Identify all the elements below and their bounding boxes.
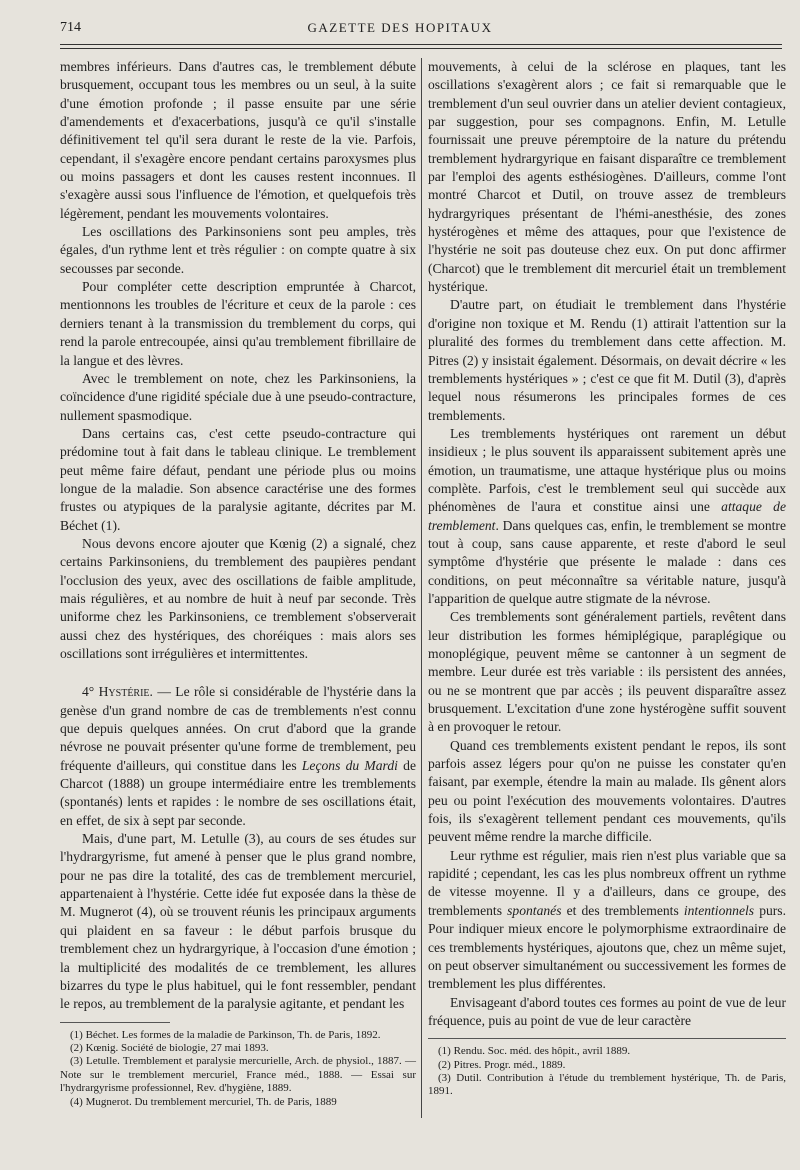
footnote: (2) Kœnig. Société de biologie, 27 mai 1893. bbox=[70, 1041, 269, 1054]
paragraph: Les tremblements hystériques ont rarement un début insidieux ; le plus souvent ils apparaissent subitement après une émotion, un traumatisme, une attaque hystérique plus ou moins complète. Parfois, c'est le tremblement seul qui succède aux phénomènes de l'aura et constitue ainsi une attaque de tremblement. Dans quelques cas, enfin, le tremblement se montre tout à coup, sans cause apparente, et reste d'abord le seul symptôme d'hystérie que présente le malade : dans ces conditions, on peut méconnaître sa véritable nature, jusqu'à l'apparition de quelque autre stigmate de la névrose. bbox=[428, 425, 786, 606]
paragraph: Pour compléter cette description empruntée à Charcot, mentionnons les troubles de l'écriture et ceux de la parole : ces derniers tenant à la transmission du tremblement du corps, qui rend la parole entrecoupée, ainsi qu'au tremblement fibrillaire de la langue et des lèvres. bbox=[60, 279, 416, 368]
paragraph: membres inférieurs. Dans d'autres cas, le tremblement débute brusquement, occupant tous les membres ou un seul, à la suite d'une émotion profonde ; il passe ensuite par une série d'amendements et d'exacerbations, jusqu'à ce qu'il s'installe définitivement tel qu'il sera durant le reste de la vie. Parfois, cependant, il s'exagère encore pendant certains paroxysmes plus ou moins passagers et dont les causes restent inconnues. Il s'exagère aussi sous l'influence de l'émotion, et quelquefois très légèrement, pendant les mouvements volontaires. bbox=[60, 59, 416, 221]
paragraph: Avec le tremblement on note, chez les Parkinsoniens, la coïncidence d'une rigidité spéciale due à une pseudo-contracture, nullement spasmodique. bbox=[60, 370, 416, 423]
footnote: (4) Mugnerot. Du tremblement mercuriel, Th. de Paris, 1889 bbox=[70, 1095, 337, 1108]
footnote: (3) Dutil. Contribution à l'étude du tremblement hystérique, Th. de Paris, 1891. bbox=[428, 1072, 786, 1098]
footnote: (1) Rendu. Soc. méd. des hôpit., avril 1889. bbox=[438, 1045, 631, 1058]
paragraph: Ces tremblements sont généralement partiels, revêtent dans leur distribution les formes hémiplégique, paraplégique ou monoplégique, peuvent même se cantonner à un segment de membre. Leur durée est très variable : ils persistent des années, ou ne se montrent que par accès ; ils peuvent disparaître assez brusquement. L'excitation d'une zone hystérogène suffit souvent à en provoquer le retour. bbox=[428, 609, 786, 735]
right-column bbox=[428, 58, 786, 1099]
footnotes bbox=[60, 1029, 416, 1109]
paragraph: mouvements, à celui de la sclérose en plaques, tant les oscillations s'exagèrent alors ; ce fait si remarquable que le tremblement d'un seul ouvrier dans un atelier devient contagieux, par suggestion, pour ses compagnons. Enfin, M. Letulle fournissait une preuve péremptoire de la nature du prétendu tremblement hydrargyrique en faisant disparaître ce tremblement par l'emploi des agents esthésiogènes. D'ailleurs, comme l'ont montré Charcot et Dutil, on trouve assez de trembleurs hydrargyriques présentant de l'hémi-anesthésie, des zones hystérogènes et même des attaques, pour que l'existence de l'hystérie ne soit pas douteuse chez eux. On put donc affirmer (Charcot) que le tremblement dit mercuriel était un tremblement hystérique. bbox=[428, 59, 786, 295]
section-paragraph-hysteria: 4° Hystérie. — Le rôle si considérable de l'hystérie dans la genèse d'un grand nombre de cas de tremblements n'est connu que depuis quelques années. On crut d'abord que la grande névrose ne pouvait présenter qu'une forme de tremblement, peu fréquente d'ailleurs, qui constitue dans les Leçons du Mardi de Charcot (1888) un groupe intermédiaire entre les tremblements (spontanés) lents et rapides : le nombre de ses oscillations était, en effet, de six à sept par seconde. bbox=[60, 684, 416, 828]
paragraph: Dans certains cas, c'est cette pseudo-contracture qui prédomine tout à fait dans le tableau clinique. Le tremblement peut même faire défaut, pendant une période plus ou moins longue de la maladie. Son absence caractérise une des formes frustes ou atypiques de la paralysie agitante, décrites par M. Béchet (1). bbox=[60, 425, 416, 533]
paragraph: Quand ces tremblements existent pendant le repos, ils sont parfois assez légers pour qu'on ne puisse les constater qu'en faisant, par exemple, étendre la main au malade. Ils gênent alors peu ou point l'exécution des mouvements volontaires. D'autres fois, ils s'exagèrent tellement pendant ces mouvements, qu'ils peuvent même rendre la marche difficile. bbox=[428, 737, 786, 845]
paragraph: Envisageant d'abord toutes ces formes au point de vue de leur fréquence, puis au point de vue de leur caractère bbox=[428, 994, 786, 1028]
footnote: (2) Pitres. Progr. méd., 1889. bbox=[438, 1058, 566, 1071]
paragraph: Leur rythme est régulier, mais rien n'est plus variable que sa rapidité ; cependant, les cas les plus nombreux offrent un rythme de vitesse moyenne. Il y a d'ailleurs, dans ce groupe, des tremblements spontanés et des tremblements intentionnels purs. Pour indiquer mieux encore le polymorphisme extraordinaire de ces tremblements hystériques, ajoutons que, chez un même sujet, on peut observer simultanément ou successivement les formes de tremblement les plus différentes. bbox=[428, 847, 786, 992]
page-header bbox=[0, 20, 800, 44]
footnote-rule bbox=[60, 1022, 170, 1023]
header-rule bbox=[60, 44, 782, 45]
paragraph: D'autre part, on étudiait le tremblement dans l'hystérie d'origine non toxique et M. Rendu (1) attirait l'attention sur la pluralité des formes du tremblement dans cette affection. M. Pitres (2) y insistait également. Désormais, on devait décrire « les tremblements hystériques » ; c'est ce que fit M. Dutil (3), d'après lequel nous résumerons les principales formes de ces tremblements. bbox=[428, 297, 786, 423]
paragraph: Nous devons encore ajouter que Kœnig (2) a signalé, chez certains Parkinsoniens, du tremblement des paupières pendant l'occlusion des yeux, avec des oscillations de faible amplitude, mais régulières, et au nombre de huit à neuf par seconde. Très uniforme chez les Parkinsoniens, ce tremblement s'observerait aussi chez des hystériques, des choréiques : mais alors ses oscillations sont irrégulières et intermittentes. bbox=[60, 535, 416, 661]
footnote: (3) Letulle. Tremblement et paralysie mercurielle, Arch. de physiol., 1887. — Note sur le tremblement mercuriel, France méd., 1888. — Essai sur l'hydrargyrisme professionnel, Rev. d'hygiène, 1889. bbox=[60, 1055, 416, 1095]
column-separator bbox=[421, 58, 422, 1118]
footnotes bbox=[428, 1045, 786, 1099]
footnote-rule bbox=[428, 1038, 786, 1039]
paragraph: Mais, d'une part, M. Letulle (3), au cours de ses études sur l'hydrargyrisme, fut amené à penser que le plus grand nombre, pour ne pas dire la totalité, des cas de tremblement mercuriel, appartenaient à l'hystérie. Cette idée fut exposée dans la thèse de M. Mugnerot (4), où se trouvent réunis les principaux arguments qui plaident en sa faveur : le début parfois brusque du tremblement chez un hydrargyrique, à l'occasion d'une émotion ; la multiplicité des modalités de ce tremblement, les allures bizarres du type le plus habituel, qui le font ressembler, pendant le repos, au tremblement de la paralysie agitante, et pendant les bbox=[60, 831, 416, 1012]
page-number: 714 bbox=[60, 20, 81, 35]
header-rule-double bbox=[60, 48, 782, 49]
paragraph: Les oscillations des Parkinsoniens sont peu amples, très égales, d'un rythme lent et très régulier : on compte quatre à six secousses par seconde. bbox=[60, 224, 416, 276]
journal-title: GAZETTE DES HOPITAUX bbox=[307, 20, 493, 35]
section-heading: 4° Hystérie. bbox=[82, 684, 153, 700]
left-column bbox=[60, 58, 416, 1109]
footnote: (1) Béchet. Les formes de la maladie de Parkinson, Th. de Paris, 1892. bbox=[70, 1028, 381, 1041]
